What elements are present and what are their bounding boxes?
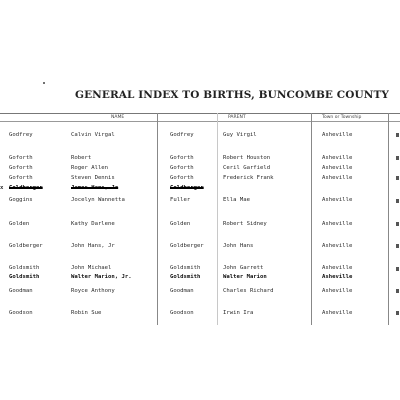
- table-row: [0, 273, 400, 282]
- page-edge-mark: [396, 311, 399, 315]
- town: Asheville: [322, 197, 353, 203]
- table-row: [0, 287, 400, 296]
- parent-surname: Godfrey: [170, 132, 194, 138]
- parent-surname: Goforth: [170, 165, 194, 171]
- table-row: [0, 164, 400, 173]
- parent-surname: Goodman: [170, 288, 194, 294]
- town: Asheville: [322, 288, 353, 294]
- parent-surname: Fuller: [170, 197, 191, 203]
- child-given-name: Roger Allen: [71, 165, 109, 171]
- child-given-name: Royce Anthony: [71, 288, 115, 294]
- table-row: [0, 131, 400, 140]
- parent-surname: Goforth: [170, 175, 194, 181]
- parent-given-name: John Hans: [223, 243, 254, 249]
- town: Asheville: [322, 243, 353, 249]
- header-bottom-rule: [0, 121, 400, 122]
- table-row: [0, 242, 400, 251]
- parent-surname: Goforth: [170, 155, 194, 161]
- town: Asheville: [322, 155, 353, 161]
- parent-surname: Goldsmith: [170, 274, 201, 280]
- parent-surname: Goldsmith: [170, 265, 201, 271]
- page-edge-mark: [396, 156, 399, 160]
- child-surname: Goldberger: [9, 185, 43, 191]
- town: Asheville: [322, 265, 353, 271]
- child-given-name: John Michael: [71, 265, 112, 271]
- child-given-name: Calvin Virgal: [71, 132, 115, 138]
- child-given-name: Steven Dennis: [71, 175, 115, 181]
- parent-surname: Goldberger: [170, 185, 204, 191]
- parent-surname: Goldberger: [170, 243, 204, 249]
- table-row: [0, 309, 400, 318]
- struck-table-row: [0, 184, 400, 193]
- margin-x-mark: x: [0, 185, 4, 191]
- parent-given-name: John Garrett: [223, 265, 264, 271]
- town: Asheville: [322, 274, 353, 280]
- name-column-header: NAME: [111, 115, 125, 120]
- parent-given-name: Walter Marion: [223, 274, 267, 280]
- parent-surname: Golden: [170, 221, 191, 227]
- table-row: [0, 264, 400, 273]
- child-given-name: Robert: [71, 155, 92, 161]
- page-title: GENERAL INDEX TO BIRTHS, BUNCOMBE COUNTY: [75, 89, 389, 101]
- town: Asheville: [322, 310, 353, 316]
- parent-given-name: Robert Sidney: [223, 221, 267, 227]
- child-given-name: Robin Sue: [71, 310, 102, 316]
- parent-given-name: Frederick Frank: [223, 175, 274, 181]
- parent-given-name: Charles Richard: [223, 288, 274, 294]
- parent-given-name: Ella Mae: [223, 197, 250, 203]
- header-top-rule: [0, 113, 400, 114]
- page-edge-mark: [396, 133, 399, 137]
- child-surname: Goggins: [9, 197, 33, 203]
- page-edge-mark: [396, 222, 399, 226]
- scan-speck: [43, 82, 45, 84]
- parent-given-name: Robert Houston: [223, 155, 271, 161]
- town: Asheville: [322, 132, 353, 138]
- child-surname: Golden: [9, 221, 30, 227]
- town: Asheville: [322, 165, 353, 171]
- parent-given-name: Irwin Ira: [223, 310, 254, 316]
- town: Asheville: [322, 175, 353, 181]
- parent-column-header: PARENT: [228, 115, 246, 120]
- child-surname: Goldsmith: [9, 274, 40, 280]
- child-given-name: John Hans, Jr: [71, 243, 115, 249]
- page-edge-mark: [396, 267, 399, 271]
- table-row: [0, 196, 400, 205]
- child-given-name: Jocelyn Wannetta: [71, 197, 125, 203]
- parent-surname: Goodson: [170, 310, 194, 316]
- town-column-header: Town or Township: [322, 115, 362, 120]
- child-given-name: Kathy Darlene: [71, 221, 115, 227]
- parent-given-name: Ceril Garfield: [223, 165, 271, 171]
- table-row: [0, 174, 400, 183]
- child-surname: Goodman: [9, 288, 33, 294]
- child-surname: Goforth: [9, 175, 33, 181]
- child-surname: Goforth: [9, 165, 33, 171]
- child-given-name: James Hans, Jr: [71, 185, 119, 191]
- child-surname: Goldberger: [9, 243, 43, 249]
- page-edge-mark: [396, 176, 399, 180]
- table-row: [0, 154, 400, 163]
- child-surname: Goforth: [9, 155, 33, 161]
- page-edge-mark: [396, 289, 399, 293]
- child-surname: Goldsmith: [9, 265, 40, 271]
- child-given-name: Walter Marion, Jr.: [71, 274, 132, 280]
- parent-given-name: Guy Virgil: [223, 132, 257, 138]
- town: Asheville: [322, 221, 353, 227]
- child-surname: Godfrey: [9, 132, 33, 138]
- page-edge-mark: [396, 199, 399, 203]
- child-surname: Goodson: [9, 310, 33, 316]
- table-row: [0, 220, 400, 229]
- page-edge-mark: [396, 244, 399, 248]
